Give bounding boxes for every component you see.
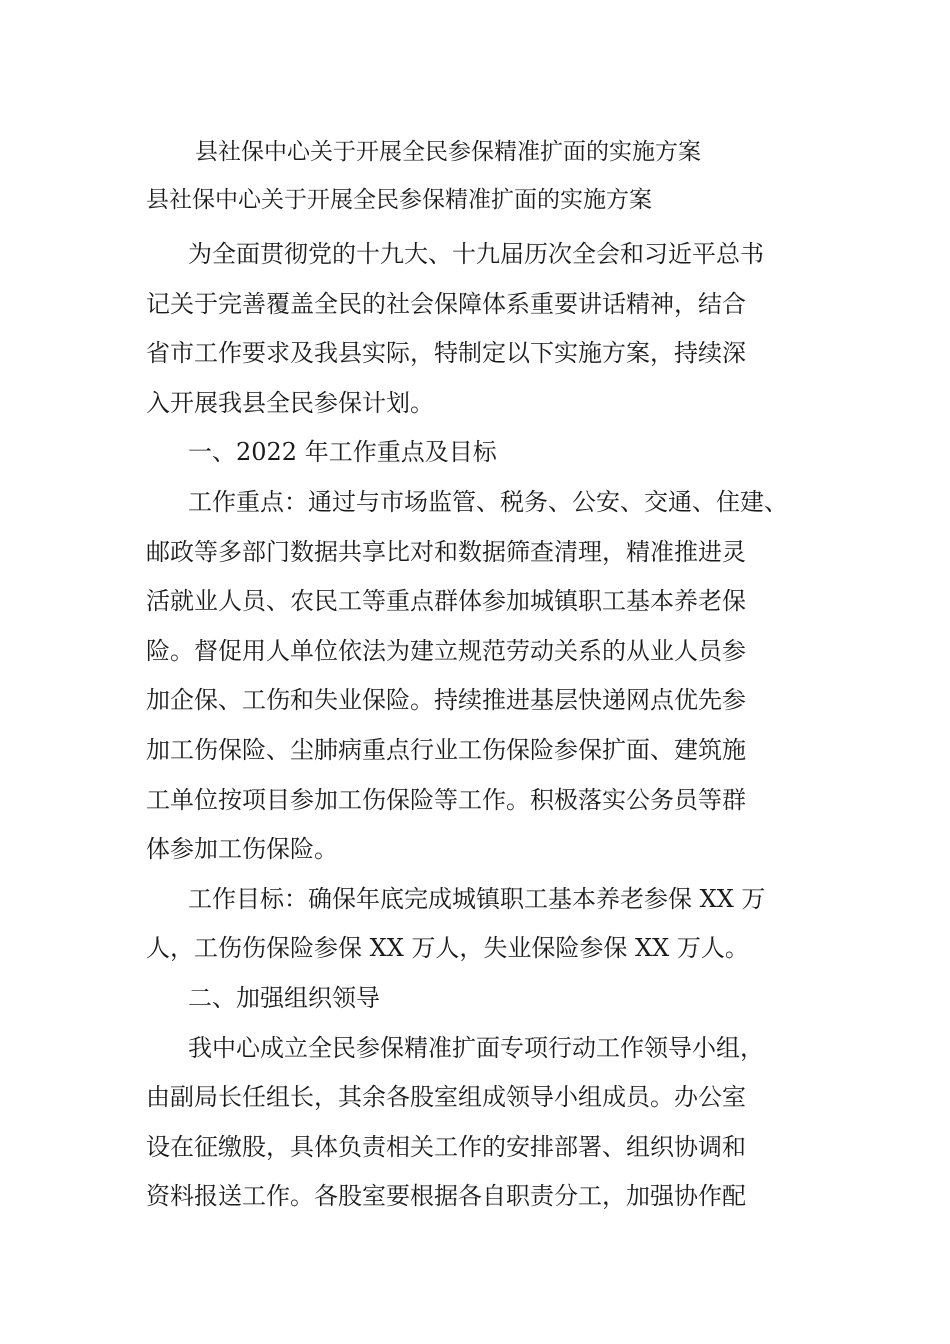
text-line: 入开展我县全民参保计划。 <box>146 388 434 417</box>
paragraph-leadership <box>146 1024 826 1222</box>
text-line: 资料报送工作。各股室要根据各自职责分工，加强协作配 <box>146 1182 746 1211</box>
document-body <box>146 230 826 1222</box>
text-line: 活就业人员、农民工等重点群体参加城镇职工基本养老保 <box>146 587 746 616</box>
text-line: 由副局长任组长，其余各股室组成领导小组成员。办公室 <box>146 1083 746 1112</box>
text-line: 工作重点：通过与市场监管、税务、公安、交通、住建、 <box>188 487 788 516</box>
text-line: 设在征缴股，具体负责相关工作的安排部署、组织协调和 <box>146 1132 746 1161</box>
document-title-centered: 县社保中心关于开展全民参保精准扩面的实施方案 <box>195 139 701 165</box>
text-line: 记关于完善覆盖全民的社会保障体系重要讲话精神，结合 <box>146 289 746 318</box>
paragraph-work-focus <box>146 478 826 875</box>
text-line: 邮政等多部门数据共享比对和数据筛查清理，精准推进灵 <box>146 537 746 566</box>
text-line: 一、2022 年工作重点及目标 <box>188 438 497 467</box>
section-heading-1 <box>146 428 826 478</box>
text-line: 体参加工伤保险。 <box>146 835 338 864</box>
text-line: 险。督促用人单位依法为建立规范劳动关系的从业人员参 <box>146 636 746 665</box>
text-line: 工单位按项目参加工伤保险等工作。积极落实公务员等群 <box>146 785 746 814</box>
text-line: 人，工伤伤保险参保 XX 万人，失业保险参保 XX 万人。 <box>146 934 749 963</box>
document-title-left: 县社保中心关于开展全民参保精准扩面的实施方案 <box>146 187 652 213</box>
section-heading-2 <box>146 974 826 1024</box>
text-line: 加工伤保险、尘肺病重点行业工伤保险参保扩面、建筑施 <box>146 735 746 764</box>
text-line: 工作目标：确保年底完成城镇职工基本养老参保 XX 万 <box>188 884 766 913</box>
text-line: 我中心成立全民参保精准扩面专项行动工作领导小组， <box>188 1033 764 1062</box>
paragraph-intro <box>146 230 826 428</box>
text-line: 省市工作要求及我县实际，特制定以下实施方案，持续深 <box>146 339 746 368</box>
paragraph-work-goal <box>146 875 826 974</box>
text-line: 加企保、工伤和失业保险。持续推进基层快递网点优先参 <box>146 686 746 715</box>
text-line: 为全面贯彻党的十九大、十九届历次全会和习近平总书 <box>188 240 764 268</box>
text-line: 二、加强组织领导 <box>188 983 380 1012</box>
